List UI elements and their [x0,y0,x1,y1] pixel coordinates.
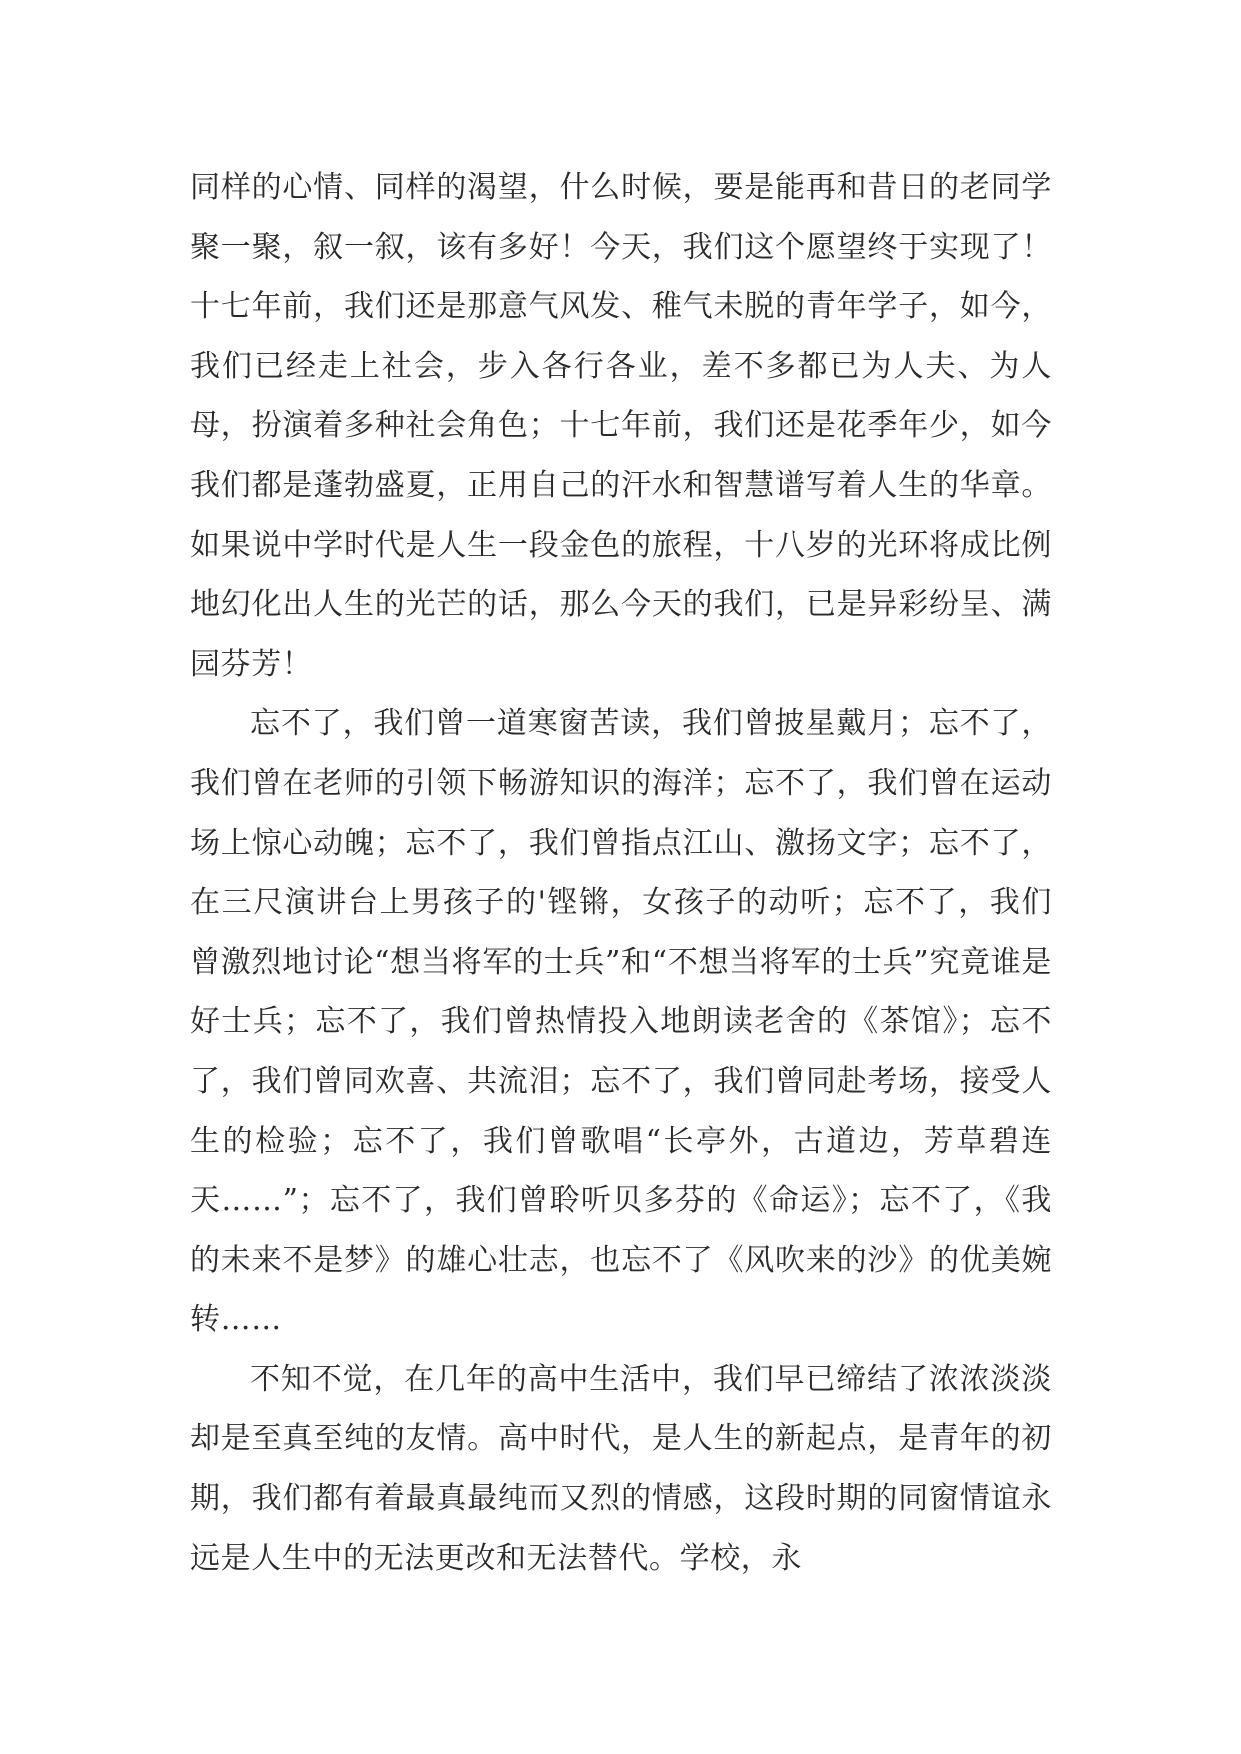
paragraph-1: 同样的心情、同样的渴望，什么时候，要是能再和昔日的老同学聚一聚，叙一叙，该有多好！今天，我们这个愿望终于实现了！十七年前，我们还是那意气风发、稚气未脱的青年学子，如今，我们已经走上社会，步入各行各业，差不多都已为人夫、为人母，扮演着多种社会角色；十七年前，我们还是花季年少，如今我们都是蓬勃盛夏，正用自己的汗水和智慧谱写着人生的华章。如果说中学时代是人生一段金色的旅程，十八岁的光环将成比例地幻化出人生的光芒的话，那么今天的我们，已是异彩纷呈、满园芬芳！ [190,170,1052,682]
body-text [190,158,1052,1588]
paragraph-2: 忘不了，我们曾一道寒窗苦读，我们曾披星戴月；忘不了，我们曾在老师的引领下畅游知识的海洋；忘不了，我们曾在运动场上惊心动魄；忘不了，我们曾指点江山、激扬文字；忘不了，在三尺演讲台上男孩子的'铿锵，女孩子的动听；忘不了，我们曾激烈地讨论“想当将军的士兵”和“不想当将军的士兵”究竟谁是好士兵；忘不了，我们曾热情投入地朗读老舍的《茶馆》；忘不了，我们曾同欢喜、共流泪；忘不了，我们曾同赴考场，接受人生的检验；忘不了，我们曾歌唱“长亭外，古道边，芳草碧连天……”；忘不了，我们曾聆听贝多芬的《命运》；忘不了，《我的未来不是梦》的雄心壮志，也忘不了《风吹来的沙》的优美婉转…… [190,706,1052,1338]
paragraph-3: 不知不觉，在几年的高中生活中，我们早已缔结了浓浓淡淡却是至真至纯的友情。高中时代，是人生的新起点，是青年的初期，我们都有着最真最纯而又烈的情感，这段时期的同窗情谊永远是人生中的无法更改和无法替代。学校，永 [190,1361,1052,1576]
